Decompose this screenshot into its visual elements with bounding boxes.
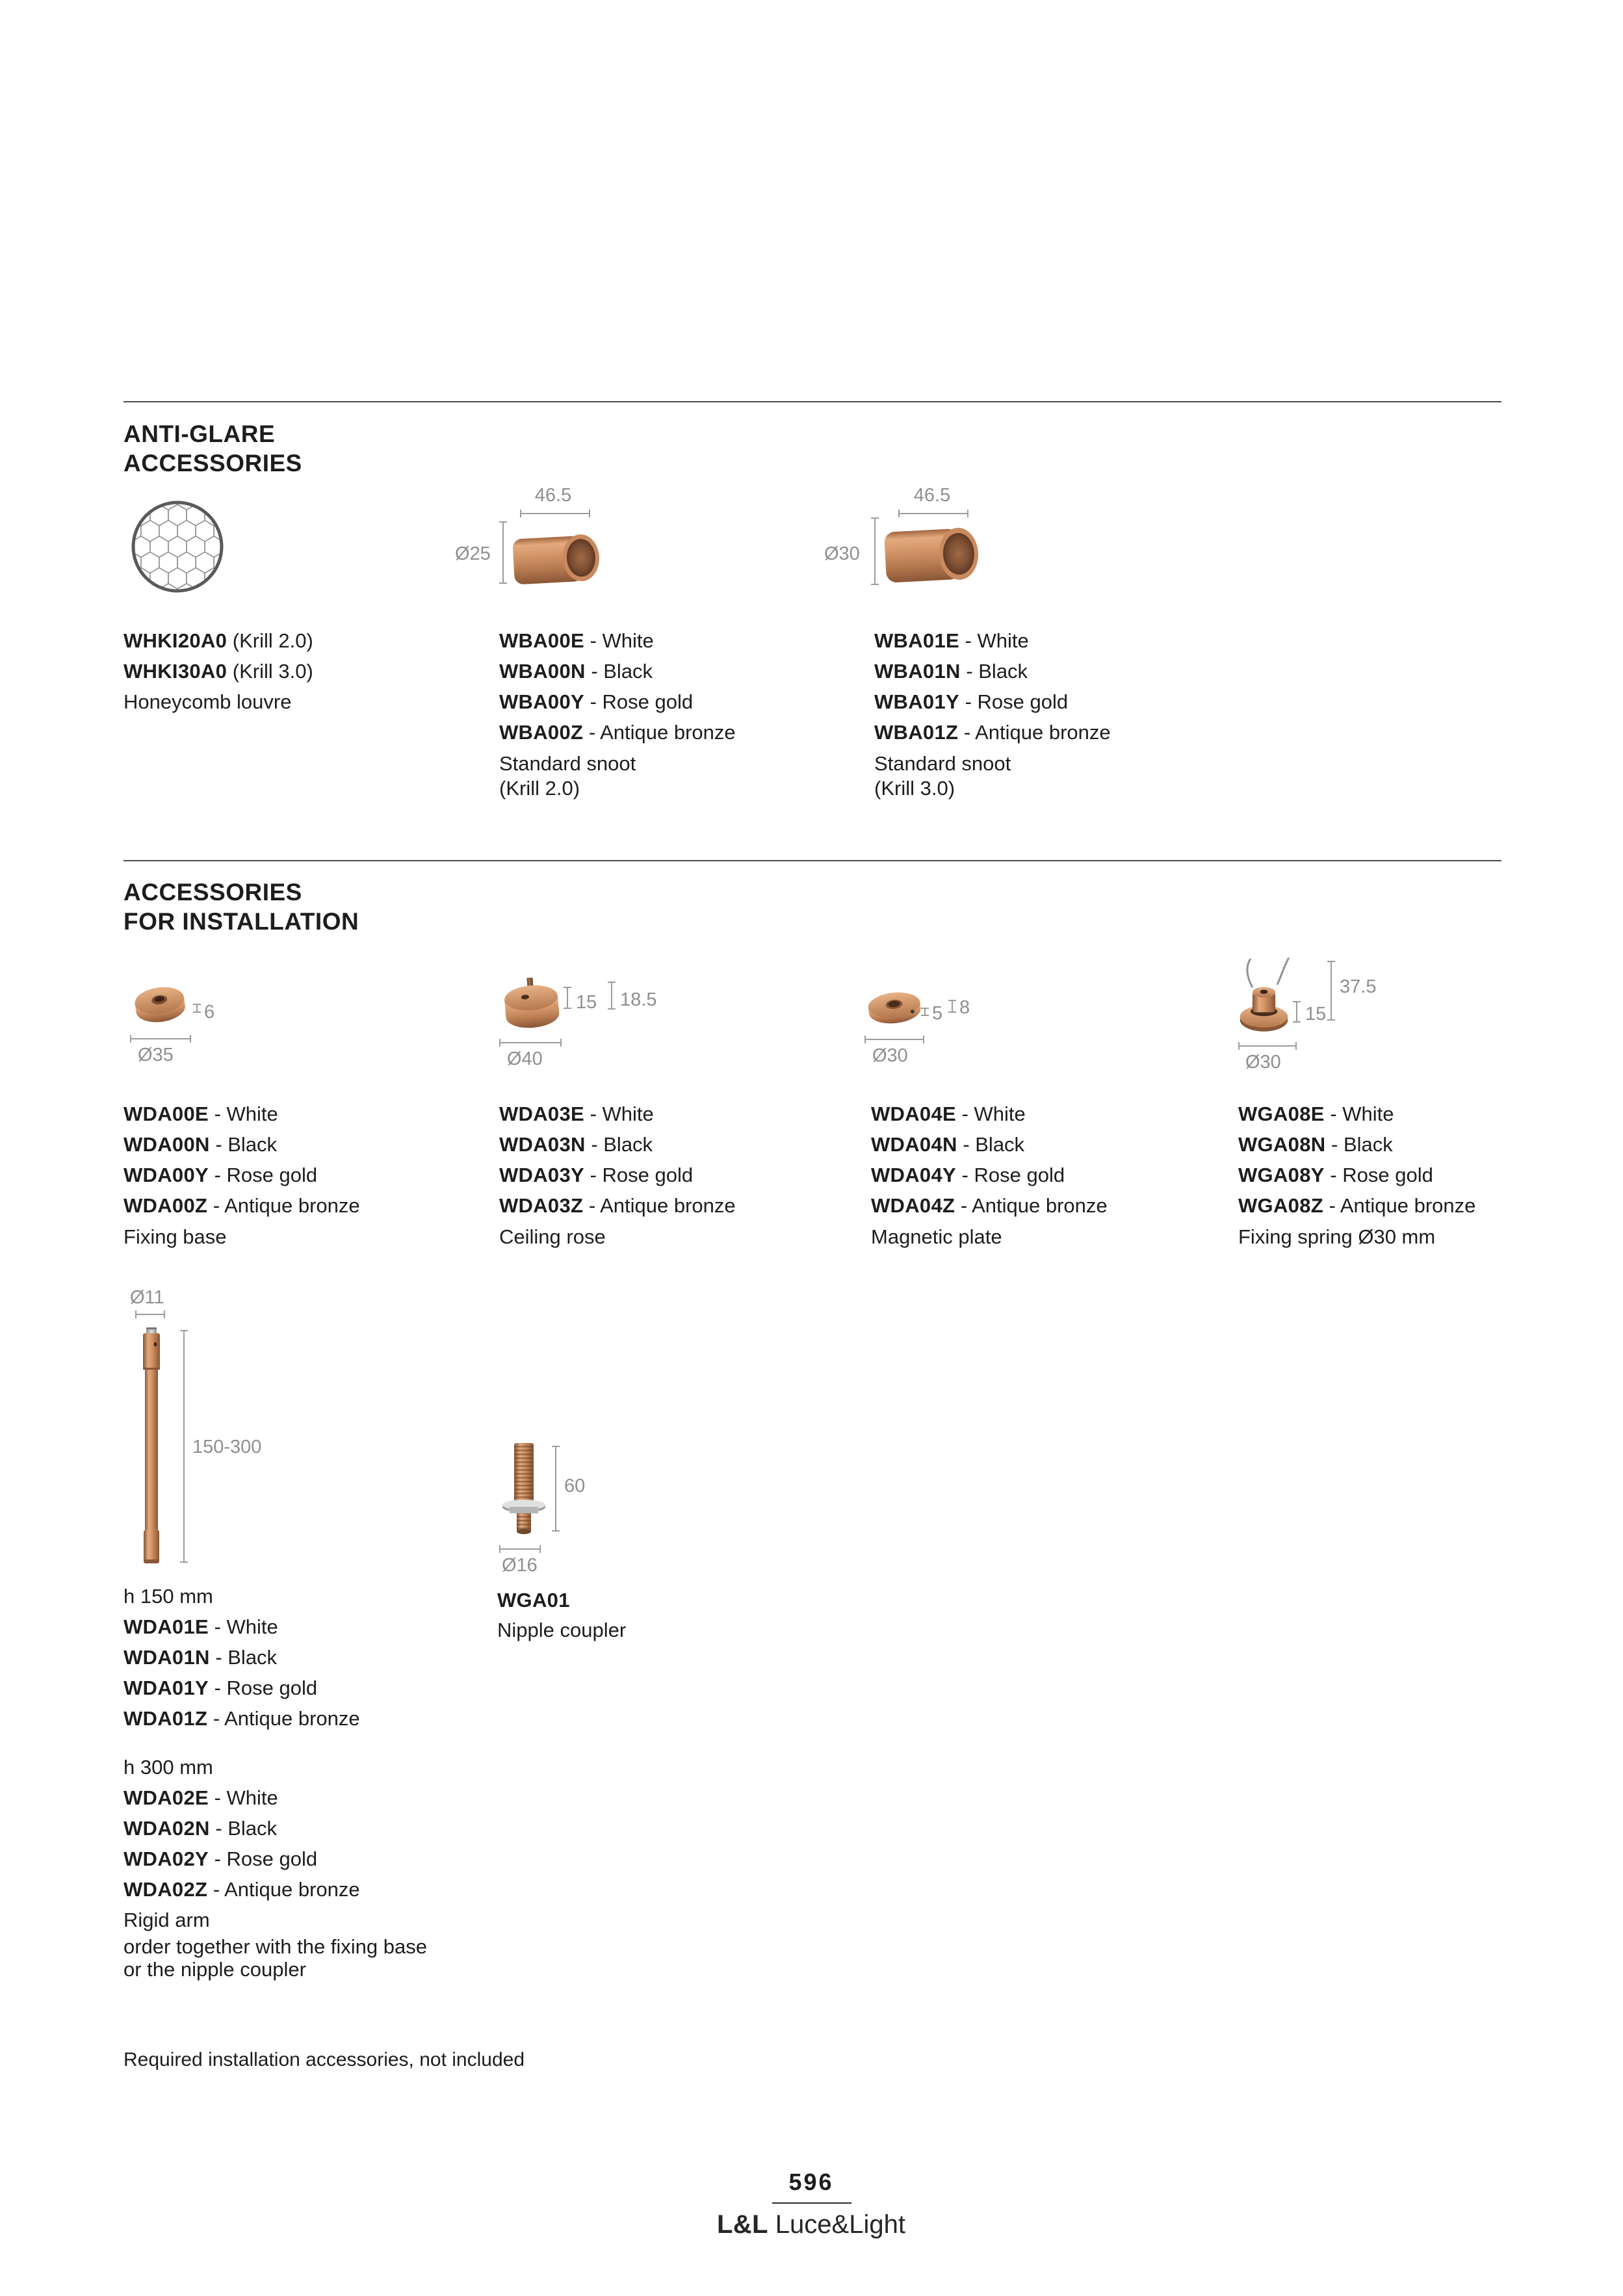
section-title-line1: ANTI-GLARE bbox=[123, 421, 276, 447]
product-code: WDA00Z bbox=[123, 1194, 208, 1217]
product-variant: - Black bbox=[209, 1817, 278, 1840]
dim-line-height1-fixing-spring bbox=[1296, 1001, 1297, 1023]
dim-diameter-fixing-spring: Ø30 bbox=[1245, 1052, 1281, 1073]
product-name-line bbox=[499, 776, 736, 801]
product-variant: - White bbox=[956, 1102, 1026, 1125]
dim-diameter-snoot-30: Ø30 bbox=[824, 543, 860, 564]
product-variant: - Black bbox=[209, 1133, 278, 1156]
product-name-line bbox=[123, 686, 313, 717]
product-code-line bbox=[499, 625, 736, 656]
product-name: Nipple coupler bbox=[497, 1619, 627, 1641]
product-name: Standard snoot bbox=[874, 752, 1011, 775]
dim-height-nipple-coupler: 60 bbox=[564, 1476, 586, 1496]
product-code-line bbox=[499, 1129, 736, 1160]
dim-line-diameter-snoot-20 bbox=[502, 521, 504, 584]
dim-height1-magnetic-plate: 5 bbox=[932, 1003, 943, 1024]
height-group-label bbox=[123, 1752, 435, 1782]
product-variant: - Black bbox=[585, 660, 653, 683]
dim-height2-magnetic-plate: 8 bbox=[959, 997, 970, 1018]
product-name-line bbox=[871, 1225, 1108, 1249]
product-code-line bbox=[1238, 1099, 1475, 1129]
dim-line-diameter-nipple-coupler bbox=[499, 1548, 541, 1550]
product-code: WGA08E bbox=[1238, 1102, 1325, 1125]
product-variant: - Antique bronze bbox=[207, 1707, 360, 1730]
product-code-line bbox=[123, 1642, 435, 1673]
product-code-line bbox=[123, 1844, 435, 1874]
product-variant: - Black bbox=[960, 660, 1028, 683]
product-codes-snoot-20 bbox=[499, 625, 736, 801]
section-title-line2: ACCESSORIES bbox=[123, 450, 302, 476]
rigid-arm-image bbox=[136, 1327, 166, 1565]
dim-line-height2-fixing-spring bbox=[1331, 961, 1332, 1021]
section-title-line2: FOR INSTALLATION bbox=[123, 908, 359, 935]
product-code-line bbox=[874, 625, 1111, 656]
product-variant: - White bbox=[959, 629, 1029, 652]
product-code: WDA04N bbox=[871, 1133, 957, 1156]
product-variant: - White bbox=[584, 629, 654, 652]
product-variant: (Krill 3.0) bbox=[227, 660, 313, 683]
product-code: WDA02Z bbox=[123, 1878, 208, 1901]
dim-line-diameter-rigid-arm bbox=[135, 1314, 165, 1315]
page-number: 596 bbox=[788, 2169, 834, 2195]
product-code: WBA00E bbox=[499, 629, 584, 652]
product-variant: - White bbox=[1324, 1102, 1394, 1125]
product-code: WDA00E bbox=[123, 1102, 209, 1125]
product-name-line bbox=[123, 1905, 435, 1935]
footer-divider bbox=[772, 2202, 851, 2204]
nipple-coupler-image bbox=[500, 1442, 547, 1534]
product-variant: - Antique bronze bbox=[1323, 1194, 1476, 1217]
product-code-line bbox=[499, 1190, 736, 1221]
product-name-line bbox=[874, 751, 1111, 776]
product-code-line bbox=[123, 656, 313, 686]
product-code: WBA01E bbox=[874, 629, 959, 652]
product-variant: - White bbox=[209, 1102, 278, 1125]
dim-line-height-nipple-coupler bbox=[555, 1446, 556, 1532]
product-codes-fixing-spring bbox=[1238, 1099, 1475, 1249]
magnetic-plate-image bbox=[866, 987, 922, 1027]
product-variant: - Antique bronze bbox=[583, 1194, 736, 1217]
product-variant: - Antique bronze bbox=[207, 1194, 360, 1217]
product-code: WDA03Z bbox=[499, 1194, 584, 1217]
product-code-line bbox=[123, 1190, 360, 1221]
product-code: WDA03N bbox=[499, 1133, 586, 1156]
product-name-line bbox=[874, 776, 1111, 801]
product-variant: - Rose gold bbox=[959, 690, 1069, 713]
product-code: WDA03Y bbox=[499, 1164, 584, 1186]
product-variant: - Black bbox=[957, 1133, 1025, 1156]
product-variant: - White bbox=[209, 1615, 278, 1638]
product-code-line bbox=[871, 1190, 1108, 1221]
product-codes-snoot-30 bbox=[874, 625, 1111, 801]
standard-snoot-30-image bbox=[884, 525, 981, 585]
product-codes-nipple-coupler bbox=[497, 1585, 626, 1643]
dim-length-rigid-arm: 150-300 bbox=[192, 1437, 262, 1457]
dim-diameter-nipple-coupler: Ø16 bbox=[502, 1555, 538, 1576]
product-variant: - Antique bronze bbox=[583, 721, 736, 744]
dim-length-snoot-20: 46.5 bbox=[534, 485, 572, 506]
product-name: Fixing spring Ø30 mm bbox=[1238, 1225, 1436, 1248]
product-variant: - White bbox=[209, 1786, 278, 1809]
product-name: Rigid arm bbox=[123, 1909, 210, 1931]
product-code: WDA01E bbox=[123, 1615, 209, 1638]
product-code: WBA01N bbox=[874, 660, 961, 683]
product-variant: (Krill 2.0) bbox=[227, 629, 313, 652]
product-code: WDA00Y bbox=[123, 1164, 209, 1186]
product-code: WHKI20A0 bbox=[123, 629, 227, 652]
product-code-line bbox=[499, 717, 736, 748]
dim-line-height-fixing-base bbox=[196, 1004, 198, 1013]
product-code-line bbox=[499, 1099, 736, 1129]
product-variant: - Rose gold bbox=[1324, 1164, 1433, 1186]
dim-line-diameter-magnetic-plate bbox=[864, 1039, 924, 1040]
group-spacer bbox=[123, 1734, 435, 1752]
product-variant: - Rose gold bbox=[209, 1847, 318, 1870]
product-name-line bbox=[123, 1225, 360, 1249]
product-code: WHKI30A0 bbox=[123, 660, 227, 683]
product-code: WDA02E bbox=[123, 1786, 209, 1809]
product-code-line bbox=[499, 1160, 736, 1190]
height-label: h 300 mm bbox=[123, 1756, 213, 1779]
dim-line-diameter-snoot-30 bbox=[874, 517, 876, 585]
product-codes-ceiling-rose bbox=[499, 1099, 736, 1249]
product-series: (Krill 2.0) bbox=[499, 777, 580, 800]
dim-line-height1-magnetic-plate bbox=[924, 1008, 926, 1016]
dim-line-diameter-fixing-spring bbox=[1238, 1045, 1297, 1047]
product-code-line bbox=[123, 1611, 435, 1642]
section-title-installation bbox=[123, 878, 359, 936]
product-name: Fixing base bbox=[123, 1225, 227, 1248]
honeycomb-louvre-image bbox=[131, 501, 224, 593]
product-code: WBA01Z bbox=[874, 721, 959, 744]
height-label: h 150 mm bbox=[123, 1585, 213, 1608]
dim-line-height2-ceiling-rose bbox=[611, 982, 612, 1010]
dim-line-length-snoot-30 bbox=[898, 513, 968, 514]
height-group-label bbox=[123, 1581, 435, 1611]
product-variant: - Black bbox=[1325, 1133, 1393, 1156]
product-code: WDA01N bbox=[123, 1646, 210, 1669]
installation-footnote: Required installation accessories, not included bbox=[123, 2049, 525, 2070]
product-variant: - Antique bronze bbox=[207, 1878, 360, 1901]
standard-snoot-20-image bbox=[512, 533, 602, 585]
product-code-line bbox=[497, 1585, 626, 1615]
product-code-line bbox=[123, 1129, 360, 1160]
dim-diameter-rigid-arm: Ø11 bbox=[130, 1287, 164, 1308]
ceiling-rose-image bbox=[502, 977, 561, 1033]
product-code-line bbox=[871, 1099, 1108, 1129]
product-variant: - Rose gold bbox=[956, 1164, 1065, 1186]
brand-logo-bold: L&L bbox=[717, 2210, 768, 2239]
product-code-line bbox=[1238, 1160, 1475, 1190]
product-code: WDA03E bbox=[499, 1102, 584, 1125]
dim-line-diameter-fixing-base bbox=[130, 1038, 191, 1039]
product-name: Ceiling rose bbox=[499, 1225, 606, 1248]
dim-diameter-ceiling-rose: Ø40 bbox=[507, 1049, 543, 1069]
product-variant: - Rose gold bbox=[209, 1164, 318, 1186]
section-divider bbox=[123, 401, 1501, 402]
product-name-line bbox=[499, 751, 736, 776]
product-code-line bbox=[123, 1099, 360, 1129]
fixing-spring-image bbox=[1235, 957, 1295, 1038]
product-variant: - Antique bronze bbox=[958, 721, 1111, 744]
dim-diameter-magnetic-plate: Ø30 bbox=[872, 1045, 908, 1066]
product-code: WDA00N bbox=[123, 1133, 210, 1156]
product-code: WBA01Y bbox=[874, 690, 959, 713]
section-title-line1: ACCESSORIES bbox=[123, 879, 302, 906]
dim-height1-ceiling-rose: 15 bbox=[576, 992, 597, 1013]
product-code-line bbox=[874, 686, 1111, 717]
product-name: Magnetic plate bbox=[871, 1225, 1002, 1248]
product-code-line bbox=[123, 1874, 435, 1905]
product-code: WDA01Y bbox=[123, 1676, 209, 1699]
dim-line-height2-magnetic-plate bbox=[952, 1000, 953, 1013]
product-codes-magnetic-plate bbox=[871, 1099, 1108, 1249]
product-code-line bbox=[1238, 1190, 1475, 1221]
dim-line-length-snoot-20 bbox=[520, 513, 590, 514]
product-code: WBA00Y bbox=[499, 690, 584, 713]
product-codes-fixing-base bbox=[123, 1099, 360, 1249]
product-name: Honeycomb louvre bbox=[123, 690, 292, 713]
section-divider bbox=[123, 860, 1501, 861]
dim-line-height1-ceiling-rose bbox=[567, 987, 568, 1009]
product-variant: - Rose gold bbox=[209, 1676, 318, 1699]
product-series: (Krill 3.0) bbox=[874, 777, 955, 800]
product-code-line bbox=[123, 1813, 435, 1844]
product-code-line bbox=[123, 625, 313, 656]
dim-diameter-snoot-20: Ø25 bbox=[455, 543, 491, 564]
product-code-line bbox=[871, 1160, 1108, 1190]
dim-height2-ceiling-rose: 18.5 bbox=[620, 989, 657, 1010]
product-code: WDA02N bbox=[123, 1817, 210, 1840]
product-code-line bbox=[874, 717, 1111, 748]
product-name: Standard snoot bbox=[499, 752, 636, 775]
product-code-line bbox=[123, 1782, 435, 1813]
product-code: WGA08Z bbox=[1238, 1194, 1323, 1217]
product-codes-rigid-arm bbox=[123, 1581, 435, 1981]
section-title-anti-glare bbox=[123, 419, 302, 478]
dim-height-fixing-base: 6 bbox=[204, 1002, 215, 1023]
product-code: WBA00Z bbox=[499, 721, 584, 744]
product-code: WDA04Z bbox=[871, 1194, 955, 1217]
dim-height1-fixing-spring: 15 bbox=[1305, 1004, 1327, 1024]
product-code: WGA01 bbox=[497, 1589, 570, 1611]
product-variant: - Rose gold bbox=[584, 690, 694, 713]
product-variant: - Black bbox=[585, 1133, 653, 1156]
dim-line-diameter-ceiling-rose bbox=[499, 1042, 562, 1043]
product-code: WDA04Y bbox=[871, 1164, 956, 1186]
product-variant: - Rose gold bbox=[584, 1164, 694, 1186]
product-code-line bbox=[874, 656, 1111, 686]
brand-logo-text: Luce&Light bbox=[768, 2210, 905, 2239]
dim-diameter-fixing-base: Ø35 bbox=[138, 1045, 174, 1065]
product-code-line bbox=[499, 656, 736, 686]
product-code-line bbox=[871, 1129, 1108, 1160]
product-code: WDA04E bbox=[871, 1102, 956, 1125]
dim-length-snoot-30: 46.5 bbox=[913, 485, 951, 506]
product-code-line bbox=[1238, 1129, 1475, 1160]
product-variant: - Antique bronze bbox=[955, 1194, 1108, 1217]
product-code: WDA02Y bbox=[123, 1847, 209, 1870]
product-code: WGA08N bbox=[1238, 1133, 1326, 1156]
product-codes-honeycomb bbox=[123, 625, 313, 717]
product-code-line bbox=[499, 686, 736, 717]
product-code: WDA01Z bbox=[123, 1707, 208, 1730]
dim-line-length-rigid-arm bbox=[183, 1330, 185, 1563]
dim-height2-fixing-spring: 37.5 bbox=[1340, 976, 1377, 997]
product-name-line bbox=[499, 1225, 736, 1249]
fixing-base-image bbox=[133, 983, 187, 1024]
product-variant: - Black bbox=[209, 1646, 278, 1669]
product-name-line bbox=[1238, 1225, 1475, 1249]
product-code: WGA08Y bbox=[1238, 1164, 1325, 1186]
product-name-line bbox=[497, 1618, 626, 1643]
brand-logo bbox=[649, 2210, 974, 2239]
ordering-note: order together with the fixing base or the nipple coupler bbox=[123, 1935, 427, 1981]
product-code-line bbox=[123, 1703, 435, 1734]
product-code: WBA00N bbox=[499, 660, 586, 683]
product-code-line bbox=[123, 1160, 360, 1190]
product-code-line bbox=[123, 1673, 435, 1703]
product-variant: - White bbox=[584, 1102, 654, 1125]
